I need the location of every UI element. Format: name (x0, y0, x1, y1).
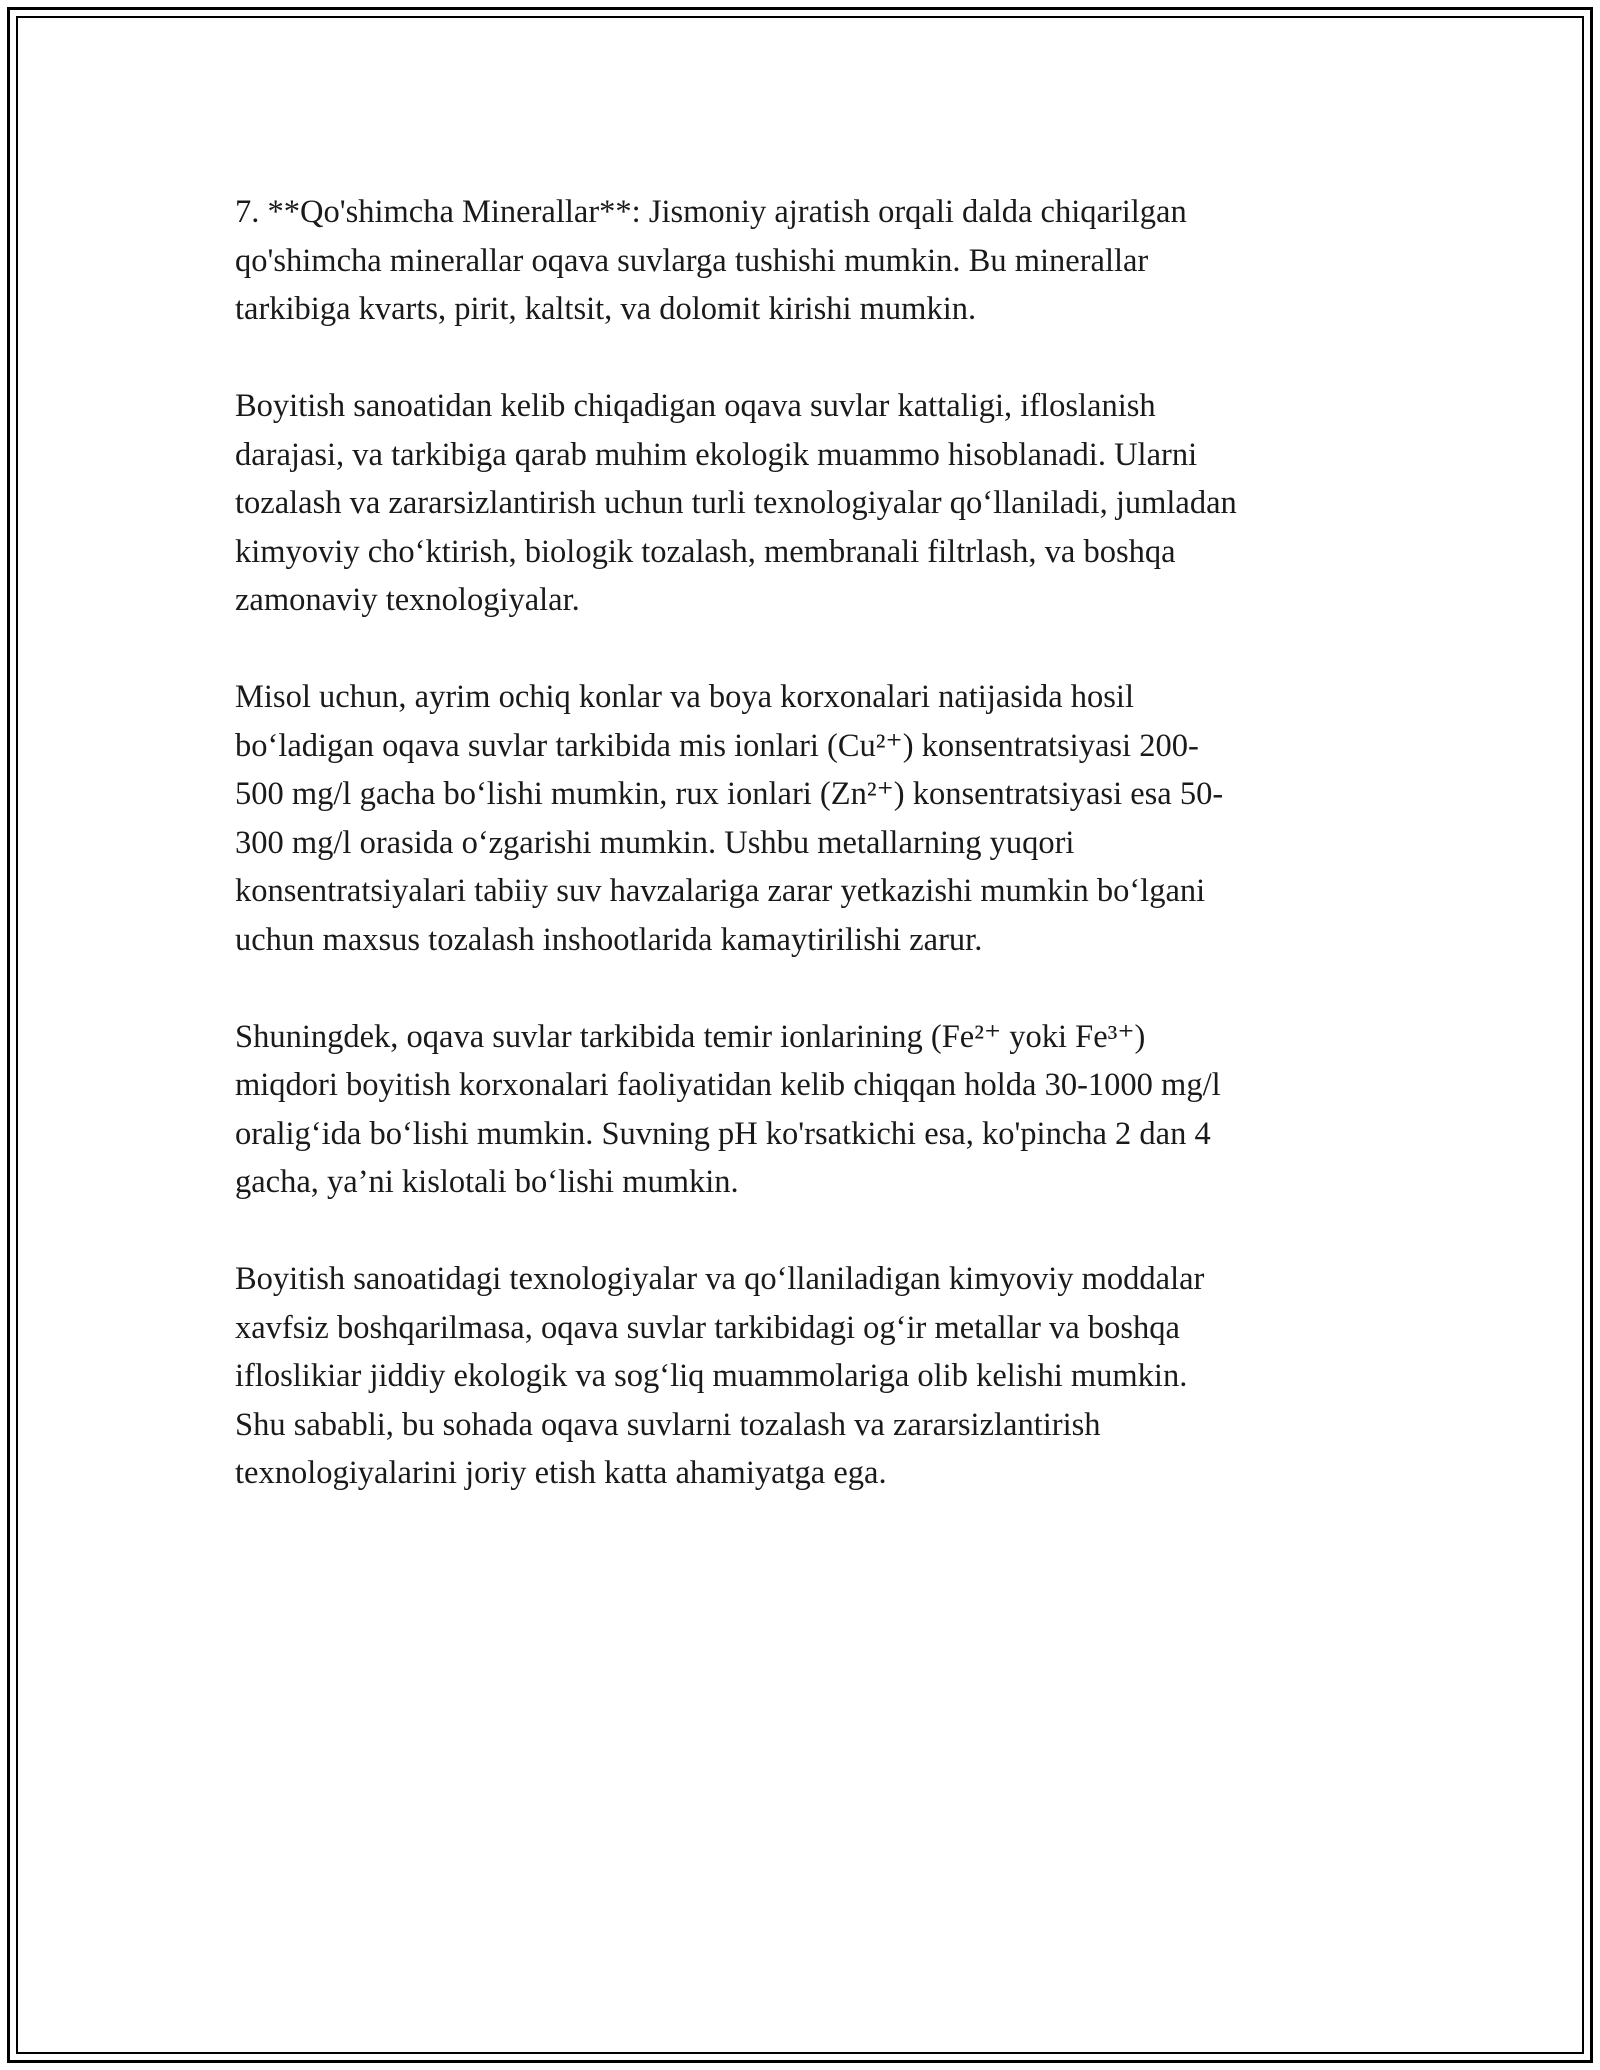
paragraph-wastewater-problem (235, 382, 1375, 625)
text-line: qo'shimcha minerallar oqava suvlarga tushishi mumkin. Bu minerallar (235, 242, 1149, 279)
text-line: 500 mg/l gacha bo‘lishi mumkin, rux ionlari (Zn²⁺) konsentratsiyasi esa 50- (235, 776, 1224, 812)
text-line: Boyitish sanoatidan kelib chiqadigan oqava suvlar kattaligi, ifloslanish (235, 388, 1156, 424)
paragraph-conclusion (235, 1255, 1375, 1498)
text-line: oralig‘ida bo‘lishi mumkin. Suvning pH ko'rsatkichi esa, ko'pincha 2 dan 4 (235, 1115, 1211, 1152)
text-line: ifloslikiar jiddiy ekologik va sog‘liq muammolariga olib kelishi mumkin. (235, 1358, 1188, 1394)
paragraph-iron-ph (235, 1013, 1375, 1207)
text-line: bo‘ladigan oqava suvlar tarkibida mis ionlari (Cu²⁺) konsentratsiyasi 200- (235, 727, 1199, 764)
text-line: Boyitish sanoatidagi texnologiyalar va qo‘llaniladigan kimyoviy moddalar (235, 1261, 1205, 1297)
text-line: Shuningdek, oqava suvlar tarkibida temir ionlarining (Fe²⁺ yoki Fe³⁺) (235, 1018, 1146, 1055)
text-line: texnologiyalarini joriy etish katta ahamiyatga ega. (235, 1455, 887, 1491)
text-line: 7. **Qo'shimcha Minerallar**: Jismoniy ajratish orqali dalda chiqarilgan (235, 194, 1187, 230)
text-line: Shu sababli, bu sohada oqava suvlarni tozalash va zararsizlantirish (235, 1406, 1101, 1443)
text-line: kimyoviy cho‘ktirish, biologik tozalash, membranali filtrlash, va boshqa (235, 533, 1176, 570)
text-line: zamonaviy texnologiyalar. (235, 582, 580, 618)
text-line: tozalash va zararsizlantirish uchun turli texnologiyalar qo‘llaniladi, jumladan (235, 485, 1237, 521)
text-line: xavfsiz boshqarilmasa, oqava suvlar tarkibidagi og‘ir metallar va boshqa (235, 1309, 1180, 1346)
text-line: tarkibiga kvarts, pirit, kaltsit, va dolomit kirishi mumkin. (235, 291, 977, 327)
text-line: Misol uchun, ayrim ochiq konlar va boya korxonalari natijasida hosil (235, 679, 1134, 715)
text-line: konsentratsiyalari tabiiy suv havzalariga zarar yetkazishi mumkin bo‘lgani (235, 873, 1206, 909)
text-line: miqdori boyitish korxonalari faoliyatidan kelib chiqqan holda 30-1000 mg/l (235, 1067, 1221, 1103)
document-body (235, 188, 1375, 1546)
paragraph-copper-zinc-example (235, 673, 1375, 964)
text-line: uchun maxsus tozalash inshootlarida kamaytirilishi zarur. (235, 921, 983, 958)
text-line: gacha, ya’ni kislotali bo‘lishi mumkin. (235, 1164, 739, 1200)
text-line: darajasi, va tarkibiga qarab muhim ekologik muammo hisoblanadi. Ularni (235, 436, 1198, 473)
text-line: 300 mg/l orasida o‘zgarishi mumkin. Ushbu metallarning yuqori (235, 824, 1075, 861)
paragraph-additional-minerals (235, 188, 1375, 334)
